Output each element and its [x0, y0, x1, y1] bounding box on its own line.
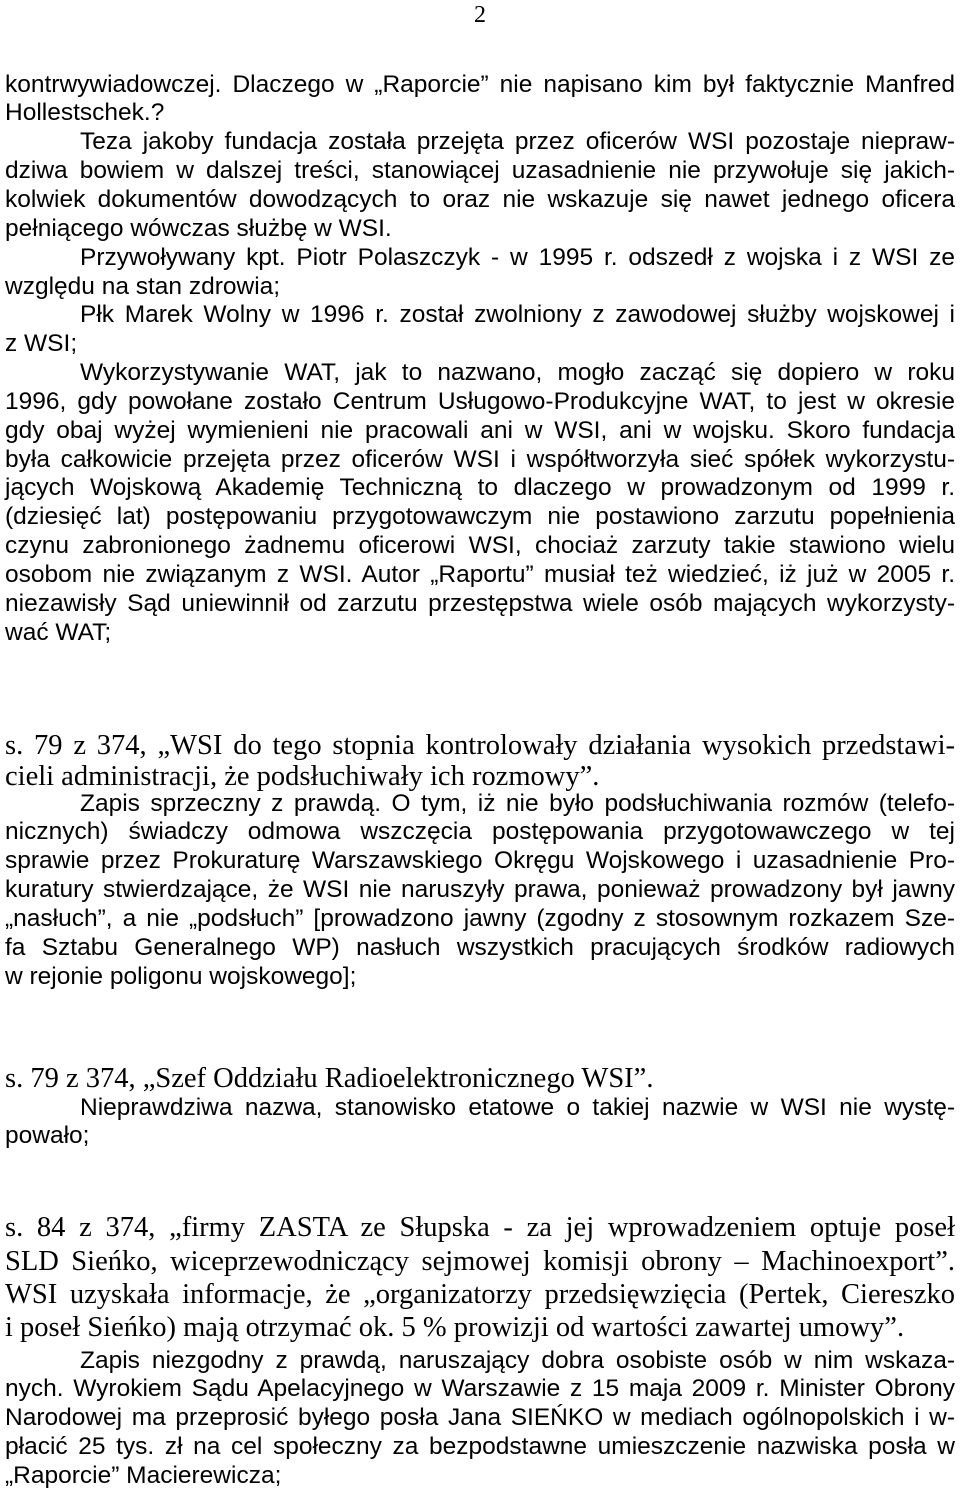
commentary-block [5, 1347, 955, 1491]
text-line: Narodowej ma przeprosić byłego posła Jana SIEŃKO w mediach ogólnopolskich i w- [5, 1404, 955, 1432]
body-paragraphs [5, 71, 955, 648]
text-line: kontrwywiadowczej. Dlaczego w „Raporcie” nie napisano kim był faktycznie Manfred [5, 70, 955, 98]
text-line: Hollestschek.? [5, 99, 165, 127]
text-line: fa Sztabu Generalnego WP) nasłuch wszystkich pracujących środków radiowych [5, 933, 955, 961]
text-line: w rejonie poligonu wojskowego]; [5, 962, 357, 990]
quote-line: WSI uzyskała informacje, że „organizatorzy przedsięwzięcia (Pertek, Ciereszko [5, 1278, 955, 1310]
text-line: Nieprawdziwa nazwa, stanowisko etatowe o takiej nazwie w WSI nie wystę- [80, 1093, 955, 1121]
text-line: gdy obaj wyżej wymienieni nie pracowali ani w WSI, ani w wojsku. Skoro fundacja [5, 416, 955, 444]
text-line: powało; [5, 1122, 90, 1150]
text-line: Przywoływany kpt. Piotr Polaszczyk - w 1995 r. odszedł z wojska i z WSI ze [80, 243, 955, 271]
quote-line: cieli administracji, że podsłuchiwały ich rozmowy”. [5, 760, 600, 792]
text-line: osobom nie związanym z WSI. Autor „Raportu” musiał też wiedzieć, iż już w 2005 r. [5, 560, 955, 588]
quote-block [5, 730, 955, 792]
quote-block [5, 1062, 955, 1095]
quote-line: s. 84 z 374, „firmy ZASTA ze Słupska - za jej wprowadzeniem optuje poseł [5, 1212, 955, 1244]
text-line: Wykorzystywanie WAT, jak to nazwano, mogło zacząć się dopiero w roku [80, 359, 955, 387]
text-line: Zapis niezgodny z prawdą, naruszający dobra osobiste osób w nim wskaza- [80, 1346, 955, 1374]
commentary-block [5, 790, 955, 992]
text-line: była całkowicie przejęta przez oficerów WSI i współtworzyła sieć spółek wykorzystu- [5, 445, 955, 473]
quote-block [5, 1211, 955, 1344]
text-line: płacić 25 tys. zł na cel społeczny za bezpodstawne umieszczenie nazwiska posła w [5, 1433, 955, 1461]
text-line: (dziesięć lat) postępowaniu przygotowawczym nie postawiono zarzutu popełnienia [5, 503, 955, 531]
text-line: nicznych) świadczy odmowa wszczęcia postępowania przygotowawczego w tej [5, 818, 955, 846]
text-line: dziwa bowiem w dalszej treści, stanowiącej uzasadnienie nie przywołuje się jakich- [5, 157, 955, 185]
text-line: sprawie przez Prokuraturę Warszawskiego Okręgu Wojskowego i uzasadnienie Pro- [5, 847, 955, 875]
quote-line: s. 79 z 374, „Szef Oddziału Radioelektronicznego WSI”. [5, 1062, 654, 1094]
quote-line: SLD Sieńko, wiceprzewodniczący sejmowej komisji obrony – Machinoexport”. [5, 1245, 955, 1277]
text-line: czynu zabronionego żadnemu oficerowi WSI, chociaż zarzuty takie stawiono wielu [5, 532, 955, 560]
text-line: wać WAT; [5, 618, 112, 646]
quote-line: i poseł Sieńko) mają otrzymać ok. 5 % prowizji od wartości zawartej umowy”. [5, 1312, 905, 1344]
page-number: 2 [474, 2, 486, 28]
text-line: względu na stan zdrowia; [5, 272, 281, 300]
text-line: kuratury stwierdzające, że WSI nie naruszyły prawa, ponieważ prowadzony był jawny [5, 876, 955, 904]
text-line: 1996, gdy powołane zostało Centrum Usługowo-Produkcyjne WAT, to jest w okresie [5, 387, 955, 415]
text-line: nych. Wyrokiem Sądu Apelacyjnego w Warszawie z 15 maja 2009 r. Minister Obrony [5, 1375, 955, 1403]
text-line: „Raporcie” Macierewicza; [5, 1461, 282, 1489]
text-line: jących Wojskową Akademię Techniczną to dlaczego w prowadzonym od 1999 r. [5, 474, 955, 502]
text-line: niezawisły Sąd uniewinnił od zarzutu przestępstwa wiele osób mających wykorzysty- [5, 589, 955, 617]
text-line: z WSI; [5, 330, 78, 358]
text-line: Zapis sprzeczny z prawdą. O tym, iż nie było podsłuchiwania rozmów (telefo- [80, 789, 955, 817]
text-line: pełniącego wówczas służbę w WSI. [5, 214, 392, 242]
quote-line: s. 79 z 374, „WSI do tego stopnia kontrolowały działania wysokich przedstawi- [5, 729, 955, 761]
text-line: Płk Marek Wolny w 1996 r. został zwolniony z zawodowej służby wojskowej i [80, 301, 955, 329]
text-line: „nasłuch”, a nie „podsłuch” [prowadzono jawny (zgodny z stosownym rozkazem Sze- [5, 904, 955, 932]
text-line: Teza jakoby fundacja została przejęta przez oficerów WSI pozostaje niepraw- [80, 128, 955, 156]
commentary-block [5, 1094, 955, 1152]
text-line: kolwiek dokumentów dowodzących to oraz nie wskazuje się nawet jednego oficera [5, 185, 955, 213]
